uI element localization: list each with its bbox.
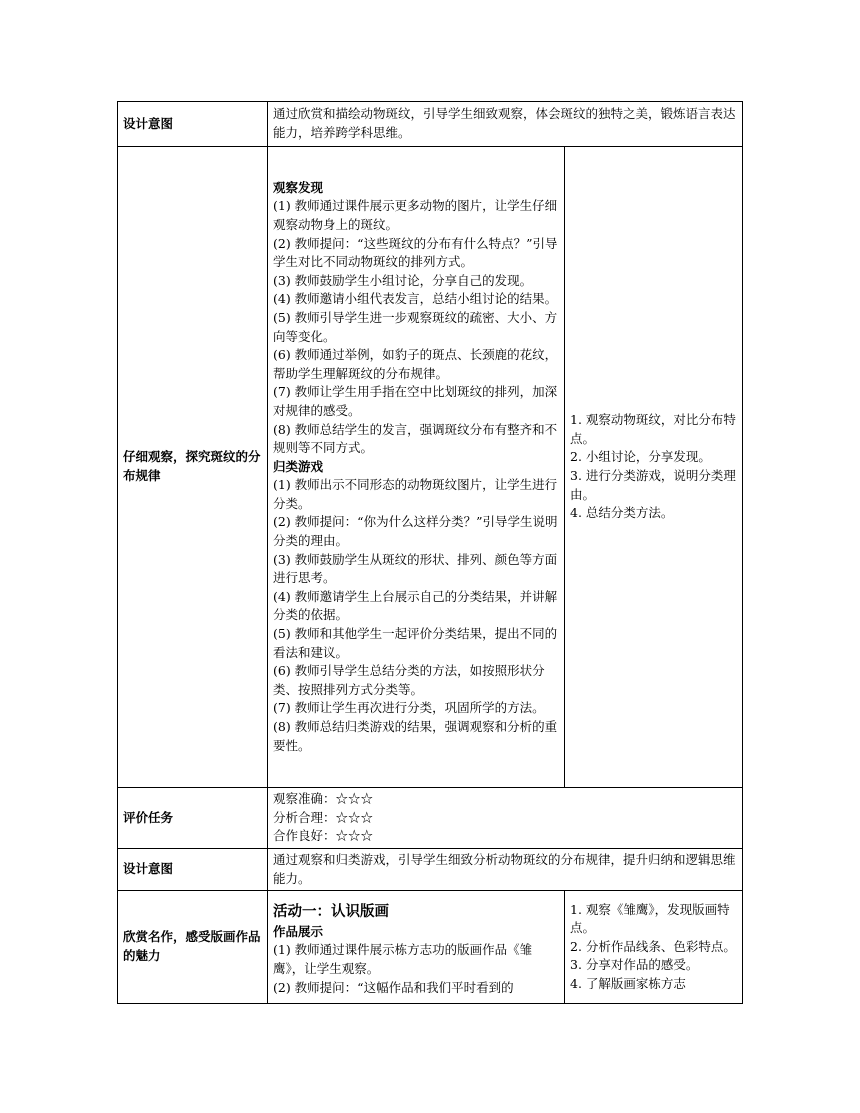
list-item: 1. 观察动物斑纹，对比分布特点。	[570, 412, 736, 446]
student-activity-cell	[565, 147, 743, 788]
list-item: (5) 教师和其他学生一起评价分类结果，提出不同的看法和建议。	[273, 626, 558, 660]
list-item: 2. 分析作品线条、色彩特点。	[570, 938, 736, 954]
list-item: (2) 教师提问：“这些斑纹的分布有什么特点？”引导学生对比不同动物斑纹的排列方式。	[273, 235, 558, 270]
rating-item: 分析合理：☆☆☆	[273, 809, 374, 825]
teacher-activity-cell	[268, 147, 565, 788]
activity-title: 活动一：认识版画	[273, 903, 389, 920]
list-item: (4) 教师邀请小组代表发言，总结小组讨论的结果。	[273, 291, 558, 307]
row-label: 欣赏名作，感受版画作品的魅力	[118, 891, 268, 1004]
evaluation-cell	[268, 788, 743, 849]
list-item: (3) 教师鼓励学生小组讨论，分享自己的发现。	[273, 272, 533, 288]
section-heading: 观察发现	[273, 179, 324, 195]
rating-item: 观察准确：☆☆☆	[273, 791, 374, 807]
list-item: (6) 教师引导学生总结分类的方法，如按照形状分类、按照排列方式分类等。	[273, 663, 545, 697]
rating-item: 合作良好：☆☆☆	[273, 828, 374, 844]
list-item: (1) 教师通过课件展示栋方志功的版画作品《雏鹰》，让学生观察。	[273, 942, 533, 976]
design-intent-row-1	[118, 102, 743, 147]
list-item: (1) 教师出示不同形态的动物斑纹图片，让学生进行分类。	[273, 477, 558, 511]
list-item: (2) 教师提问：“你为什么这样分类？”引导学生说明分类的理由。	[273, 514, 558, 549]
section-heading: 作品展示	[273, 923, 324, 939]
student-activity-cell	[565, 891, 743, 1004]
list-item: 2. 小组讨论，分享发现。	[570, 449, 711, 465]
list-item: 4. 总结分类方法。	[570, 505, 674, 521]
list-item: 3. 分享对作品的感受。	[570, 957, 699, 973]
list-item: 4. 了解版画家栋方志	[570, 975, 686, 991]
design-intent-text: 通过观察和归类游戏，引导学生细致分析动物斑纹的分布规律，提升归纳和逻辑思维能力。	[268, 849, 743, 891]
list-item: (6) 教师通过举例，如豹子的斑点、长颈鹿的花纹，帮助学生理解斑纹的分布规律。	[273, 347, 558, 381]
list-item: (2) 教师提问：“这幅作品和我们平时看到的	[273, 979, 514, 995]
row-label: 设计意图	[118, 849, 268, 891]
row-label: 设计意图	[118, 102, 268, 147]
lesson-plan-table	[117, 101, 743, 1004]
section-heading: 归类游戏	[273, 458, 324, 474]
list-item: 3. 进行分类游戏，说明分类理由。	[570, 468, 736, 502]
observe-row	[118, 147, 743, 788]
list-item: (4) 教师邀请学生上台展示自己的分类结果，并讲解分类的依据。	[273, 588, 558, 623]
appreciate-row	[118, 891, 743, 1004]
list-item: (8) 教师总结学生的发言，强调斑纹分布有整齐和不规则等不同方式。	[273, 421, 558, 456]
row-label: 评价任务	[118, 788, 268, 849]
list-item: 1. 观察《雏鹰》，发现版画特点。	[570, 901, 730, 936]
list-item: (8) 教师总结归类游戏的结果，强调观察和分析的重要性。	[273, 719, 558, 753]
list-item: (5) 教师引导学生进一步观察斑纹的疏密、大小、方向等变化。	[273, 309, 558, 344]
design-intent-text: 通过欣赏和描绘动物斑纹，引导学生细致观察，体会斑纹的独特之美，锻炼语言表达能力，培养跨学科思维。	[268, 102, 743, 147]
list-item: (7) 教师让学生再次进行分类，巩固所学的方法。	[273, 700, 545, 716]
evaluation-row	[118, 788, 743, 849]
list-item: (1) 教师通过课件展示更多动物的图片，让学生仔细观察动物身上的斑纹。	[273, 198, 558, 232]
row-label: 仔细观察，探究斑纹的分布规律	[118, 147, 268, 788]
list-item: (3) 教师鼓励学生从斑纹的形状、排列、颜色等方面进行思考。	[273, 551, 558, 586]
design-intent-row-2	[118, 849, 743, 891]
teacher-activity-cell	[268, 891, 565, 1004]
list-item: (7) 教师让学生用手指在空中比划斑纹的排列，加深对规律的感受。	[273, 384, 558, 418]
